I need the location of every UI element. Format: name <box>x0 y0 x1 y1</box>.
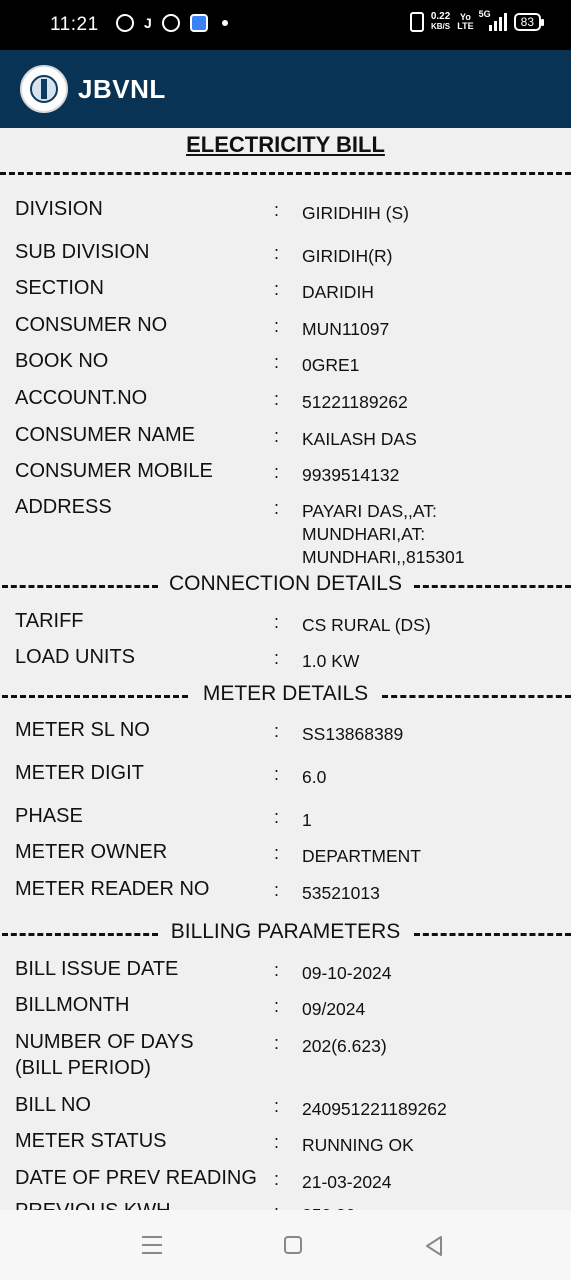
volte-top: Yo <box>460 12 471 22</box>
row-value: 240951221189262 <box>302 1099 447 1119</box>
system-icons <box>410 9 541 32</box>
row-colon: : <box>274 352 280 372</box>
section-title: CONNECTION DETAILS <box>169 572 402 595</box>
billing-parameters-header <box>0 920 571 948</box>
row-colon: : <box>274 426 280 446</box>
row-value: 21-03-2024 <box>302 1172 392 1192</box>
row-label: METER STATUS <box>15 1130 167 1152</box>
signal-bars <box>489 13 507 31</box>
row-label: ACCOUNT.NO <box>15 387 148 409</box>
row-colon: : <box>274 996 280 1016</box>
row-label: METER READER NO <box>15 878 210 900</box>
battery-icon: 83 <box>514 13 541 31</box>
row-label-2: (BILL PERIOD) <box>15 1057 151 1079</box>
row-colon: : <box>274 807 280 827</box>
row-value: 09/2024 <box>302 999 366 1019</box>
row-value: GIRIDHIH (S) <box>302 203 409 223</box>
top-divider <box>0 172 571 175</box>
signal-icon <box>478 9 507 31</box>
row-label: METER SL NO <box>15 719 150 741</box>
row-colon: : <box>274 960 280 980</box>
row-colon: : <box>274 279 280 299</box>
row-colon: : <box>274 1169 280 1189</box>
row-value: 1 <box>302 810 312 830</box>
row-colon: : <box>274 612 280 632</box>
menu-icon[interactable] <box>142 1236 162 1260</box>
row-value: 6.0 <box>302 767 327 787</box>
connection-details-header <box>0 572 571 600</box>
row-label: NUMBER OF DAYS <box>15 1031 194 1053</box>
row-value: 53521013 <box>302 883 380 903</box>
row-value: 09-10-2024 <box>302 963 392 983</box>
notification-icons <box>116 14 228 32</box>
row-value: DARIDIH <box>302 282 374 302</box>
row-value: GIRIDIH(R) <box>302 246 393 266</box>
row-label: SUB DIVISION <box>15 241 150 263</box>
row-colon: : <box>274 1132 280 1152</box>
vibrate-icon <box>410 12 424 32</box>
row-label: LOAD UNITS <box>15 646 136 668</box>
row-label: METER DIGIT <box>15 762 144 784</box>
app-bar <box>0 50 571 128</box>
row-value: 202(6.623) <box>302 1036 387 1056</box>
network-type: 5G <box>478 9 491 19</box>
home-icon[interactable] <box>284 1236 302 1254</box>
row-colon: : <box>274 389 280 409</box>
row-colon: : <box>274 200 280 220</box>
circle-app-icon <box>162 14 180 32</box>
dot-icon <box>222 20 228 26</box>
net-speed-unit: KB/S <box>431 22 451 31</box>
net-speed <box>431 12 450 32</box>
row-label: BOOK NO <box>15 350 109 372</box>
status-time: 11:21 <box>50 14 99 35</box>
row-label: BILL ISSUE DATE <box>15 958 179 980</box>
section-title: METER DETAILS <box>202 682 369 705</box>
row-colon: : <box>274 764 280 784</box>
back-icon[interactable] <box>424 1235 444 1257</box>
whatsapp-icon <box>116 14 134 32</box>
row-value: SS13868389 <box>302 724 404 744</box>
row-label: BILL NO <box>15 1094 91 1116</box>
row-colon: : <box>274 1096 280 1116</box>
row-colon: : <box>274 843 280 863</box>
row-label: BILLMONTH <box>15 994 130 1016</box>
row-value: 9939514132 <box>302 465 400 485</box>
row-colon: : <box>274 1033 280 1053</box>
row-colon: : <box>274 880 280 900</box>
row-colon: : <box>274 721 280 741</box>
square-app-icon <box>190 14 208 32</box>
row-colon: : <box>274 243 280 263</box>
volte-indicator <box>457 13 473 31</box>
row-label: CONSUMER MOBILE <box>15 460 213 482</box>
row-value: 51221189262 <box>302 392 408 412</box>
row-colon: : <box>274 316 280 336</box>
row-label: DATE OF PREV READING <box>15 1167 257 1189</box>
section-title: BILLING PARAMETERS <box>170 920 401 943</box>
status-bar <box>0 0 571 50</box>
row-label: TARIFF <box>15 610 84 632</box>
j-icon: J <box>144 15 152 31</box>
row-colon: : <box>274 498 280 518</box>
row-label: PHASE <box>15 805 83 827</box>
row-value: MUN11097 <box>302 319 390 339</box>
row-value: 1.0 KW <box>302 651 360 671</box>
row-value: RUNNING OK <box>302 1135 414 1155</box>
app-title: JBVNL <box>78 73 166 104</box>
row-colon: : <box>274 462 280 482</box>
row-value: DEPARTMENT <box>302 846 421 866</box>
row-label: CONSUMER NAME <box>15 424 196 446</box>
row-label: DIVISION <box>15 198 103 220</box>
row-value: KAILASH DAS <box>302 429 417 449</box>
row-value: PAYARI DAS,,AT: MUNDHARI,AT: MUNDHARI,,815301 <box>302 501 465 567</box>
bill-title: ELECTRICITY BILL <box>186 132 385 157</box>
jbvnl-logo <box>20 65 68 113</box>
net-speed-value: 0.22 <box>430 11 451 22</box>
row-value: CS RURAL (DS) <box>302 615 431 635</box>
meter-details-header <box>0 682 571 710</box>
row-label: METER OWNER <box>15 841 168 863</box>
row-label: CONSUMER NO <box>15 314 168 336</box>
row-value: 0GRE1 <box>302 355 360 375</box>
system-nav-bar <box>0 1210 571 1280</box>
row-label: ADDRESS <box>15 496 112 518</box>
volte-bottom: LTE <box>457 21 474 31</box>
row-label: SECTION <box>15 277 104 299</box>
bill-content[interactable] <box>0 128 571 1210</box>
row-colon: : <box>274 648 280 668</box>
